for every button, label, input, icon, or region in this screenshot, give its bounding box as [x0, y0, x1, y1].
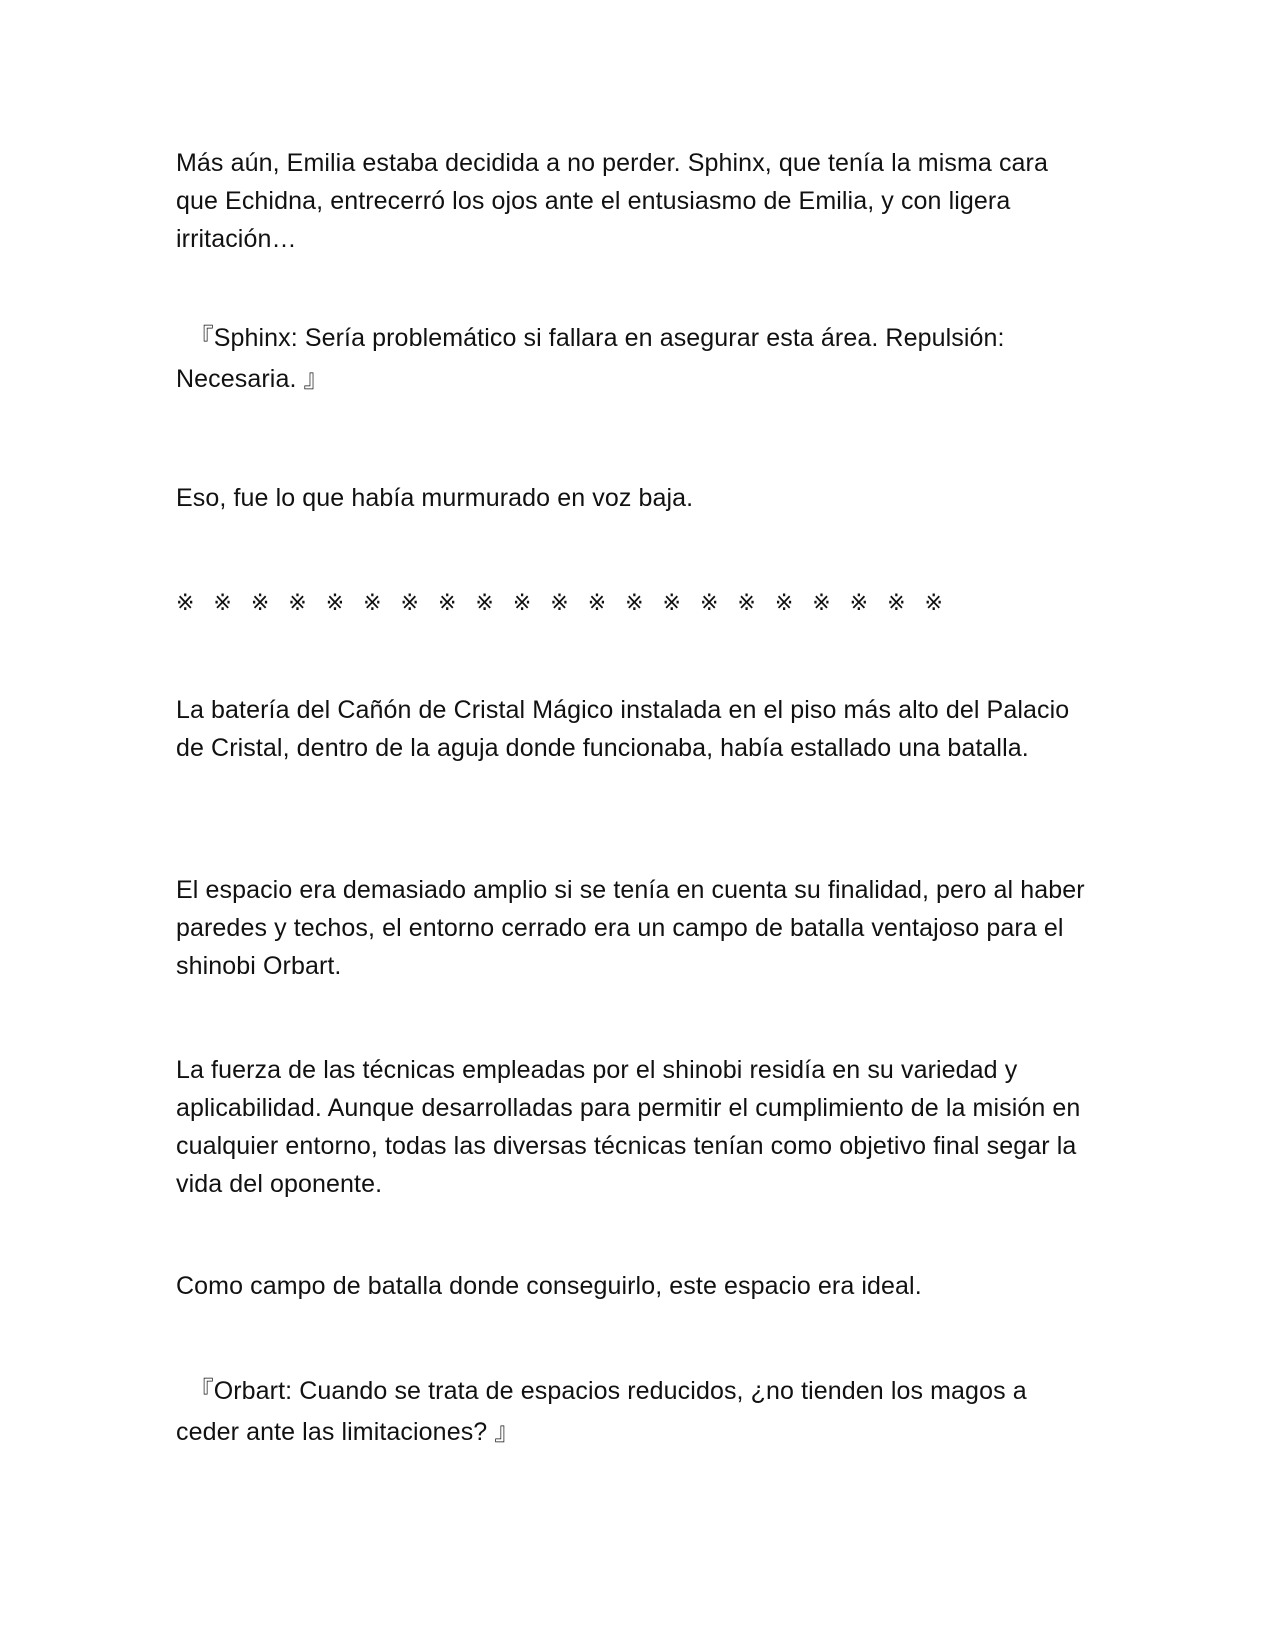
paragraph-shinobi-techniques: La fuerza de las técnicas empleadas por el shinobi residía en su variedad y aplicabilidad. Aunque desarrolladas para permitir el cumplimiento de la misión en cualquier entorno, todas las diversas técnicas tenían como objetivo final segar la vida del oponente.: [176, 1056, 1081, 1198]
paragraph-murmured: Eso, fue lo que había murmurado en voz baja.: [176, 484, 694, 512]
dialogue-orbart: 『Orbart: Cuando se trata de espacios reducidos, ¿no tienden los magos a ceder ante las limitaciones? 』: [176, 1377, 1027, 1446]
scene-separator: ※ ※ ※ ※ ※ ※ ※ ※ ※ ※ ※ ※ ※ ※ ※ ※ ※ ※ ※ ※ ※: [176, 591, 949, 616]
paragraph-ideal-space: Como campo de batalla donde conseguirlo, este espacio era ideal.: [176, 1272, 922, 1300]
dialogue-sphinx: 『Sphinx: Sería problemático si fallara en asegurar esta área. Repulsión: Necesaria. 』: [176, 324, 1005, 393]
paragraph-emilia-determined: Más aún, Emilia estaba decidida a no perder. Sphinx, que tenía la misma cara que Echidna, entrecerró los ojos ante el entusiasmo de Emilia, y con ligera irritación…: [176, 149, 1048, 253]
paragraph-crystal-cannon: La batería del Cañón de Cristal Mágico instalada en el piso más alto del Palacio de Cristal, dentro de la aguja donde funcionaba, había estallado una batalla.: [176, 696, 1070, 762]
paragraph-battlefield-space: El espacio era demasiado amplio si se tenía en cuenta su finalidad, pero al haber paredes y techos, el entorno cerrado era un campo de batalla ventajoso para el shinobi Orbart.: [176, 876, 1085, 980]
